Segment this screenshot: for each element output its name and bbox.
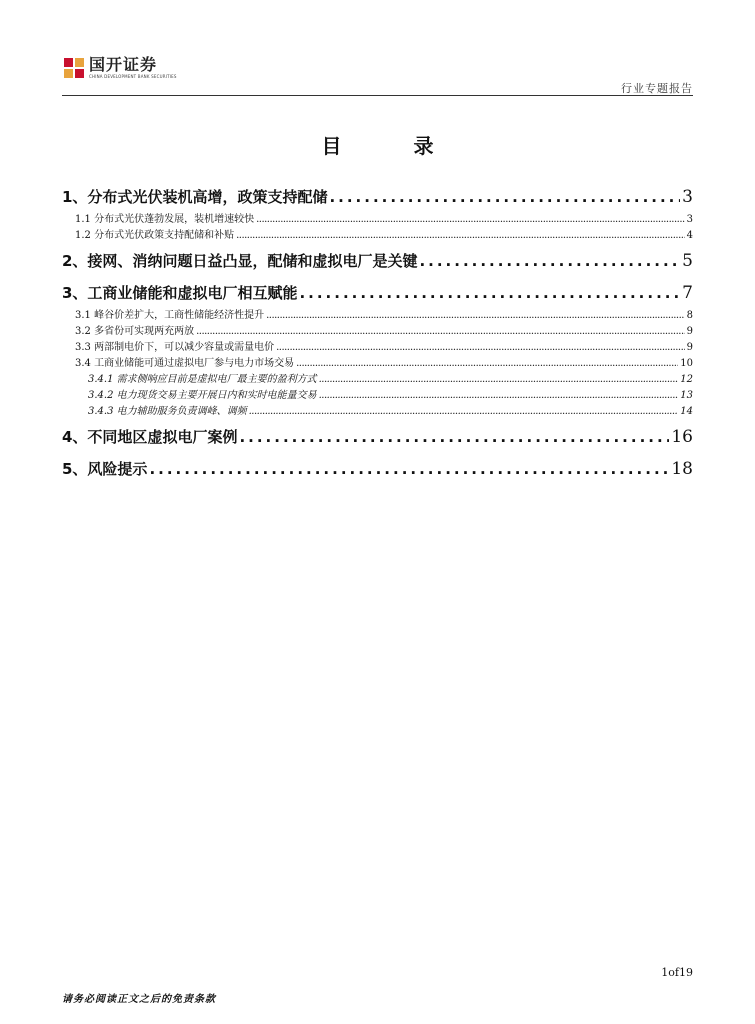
toc-entry-level-2[interactable] [62,356,693,372]
toc-entry-page-number: 10 [680,358,693,369]
toc-entry-label: 3.4.3 电力辅助服务负责调峰、调频 [88,406,247,417]
toc-entry-label: 3.4 工商业储能可通过虚拟电厂参与电力市场交易 [75,358,295,369]
header-divider [62,95,693,96]
toc-entry-level-1[interactable] [62,182,693,212]
toc-leader-dots [296,356,678,372]
toc-entry-level-2[interactable] [62,228,693,244]
disclaimer-notice: 请务必阅读正文之后的免责条款 [62,994,216,1005]
toc-entry-level-2[interactable] [62,212,693,228]
toc-leader-dots [256,212,685,228]
toc-entry-page-number: 8 [686,310,693,321]
toc-entry-page-number: 12 [680,374,693,385]
toc-title: 目录 [321,134,506,158]
toc-entry-label: 3.4.2 电力现货交易主要开展日内和实时电能量交易 [88,390,317,401]
toc-entry-level-2[interactable] [62,324,693,340]
toc-leader-dots [196,324,685,340]
toc-entry-page-number: 3 [682,187,693,207]
table-of-contents [62,180,693,484]
toc-leader-dots [329,182,680,212]
toc-entry-page-number: 16 [671,427,693,447]
toc-leader-dots [239,422,669,452]
toc-entry-level-2[interactable] [62,340,693,356]
toc-entry-label: 3.4.1 需求侧响应目前是虚拟电厂最主要的盈利方式 [88,374,317,385]
toc-entry-level-1[interactable] [62,278,693,308]
toc-entry-page-number: 4 [686,230,693,241]
toc-entry-page-number: 9 [686,326,693,337]
toc-entry-page-number: 13 [680,390,693,401]
toc-entry-page-number: 7 [682,283,693,303]
toc-entry-page-number: 9 [686,342,693,353]
toc-entry-level-3[interactable] [62,388,693,404]
logo-mark-icon [64,58,84,78]
toc-entry-level-1[interactable] [62,246,693,276]
toc-entry-page-number: 3 [686,214,693,225]
toc-entry-label: 5、风险提示 [62,460,148,478]
toc-entry-label: 2、接网、消纳问题日益凸显，配储和虚拟电厂是关键 [62,252,418,270]
toc-entry-label: 3.3 两部制电价下，可以减少容量或需量电价 [75,342,275,353]
toc-entry-label: 4、不同地区虚拟电厂案例 [62,428,238,446]
toc-entry-page-number: 14 [680,406,693,417]
toc-entry-level-1[interactable] [62,422,693,452]
toc-leader-dots [236,228,685,244]
toc-entry-label: 3、工商业储能和虚拟电厂相互赋能 [62,284,298,302]
toc-entry-label: 1.2 分布式光伏政策支持配储和补贴 [75,230,235,241]
toc-entry-label: 3.1 峰谷价差扩大，工商性储能经济性提升 [75,310,265,321]
toc-entry-label: 3.2 多省份可实现两充两放 [75,326,195,337]
toc-entry-page-number: 5 [682,251,693,271]
toc-entry-level-1[interactable] [62,454,693,484]
toc-entry-level-3[interactable] [62,404,693,420]
toc-leader-dots [249,404,679,420]
toc-leader-dots [319,388,679,404]
page-indicator: 1of19 [661,966,693,979]
toc-leader-dots [276,340,685,356]
toc-leader-dots [299,278,680,308]
logo-english-name: CHINA DEVELOPMENT BANK SECURITIES [89,74,177,79]
logo-name: 国开证券 [89,55,158,74]
toc-entry-page-number: 18 [671,459,693,479]
toc-leader-dots [319,372,679,388]
toc-leader-dots [149,454,669,484]
toc-leader-dots [419,246,680,276]
page-header [0,0,755,100]
toc-leader-dots [266,308,685,324]
toc-entry-label: 1.1 分布式光伏蓬勃发展，装机增速较快 [75,214,255,225]
toc-entry-level-2[interactable] [62,308,693,324]
report-type-label: 行业专题报告 [621,82,693,95]
toc-entry-level-3[interactable] [62,372,693,388]
company-logo [64,56,177,79]
toc-entry-label: 1、分布式光伏装机高增，政策支持配储 [62,188,328,206]
